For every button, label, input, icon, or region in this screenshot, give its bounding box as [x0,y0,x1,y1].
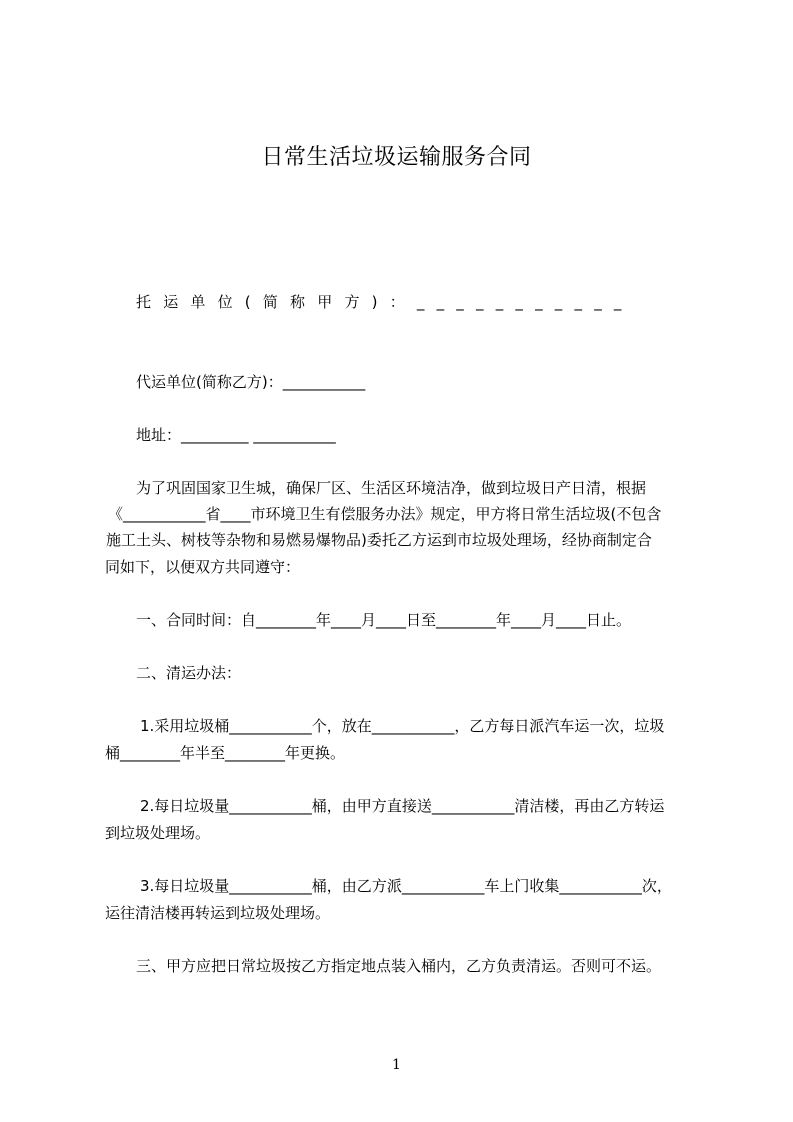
document-title: 日常生活垃圾运输服务合同 [261,145,532,170]
item-1-line-1: 1.采用垃圾桶___________个，放在___________，乙方每日派汽车运一次，垃圾 [140,717,665,735]
item-3-line-2: 运往清洁楼再转运到垃圾处理场。 [105,904,331,922]
item-2-line-1: 2.每日垃圾量___________桶，由甲方直接送___________清洁楼，再由乙方转运 [140,797,665,815]
party-b-line: 代运单位(简称乙方)：___________ [136,373,366,391]
preamble-line-4: 同如下，以便双方共同遵守： [105,558,301,576]
party-a-line: 托运单位(简称甲方)：___________ [136,293,634,311]
item-1-line-2: 桶________年半至________年更换。 [105,744,346,762]
item-3-line-1: 3.每日垃圾量___________桶，由乙方派___________车上门收集___________次， [140,877,672,895]
clause-2-heading: 二、清运办法： [136,664,242,682]
address-line: 地址：_________ ___________ [136,426,336,444]
clause-3: 三、甲方应把日常垃圾按乙方指定地点装入桶内，乙方负责清运。否则可不运。 [136,957,662,975]
item-2-line-2: 到垃圾处理场。 [105,824,211,842]
preamble-line-2: 《___________省____市环境卫生有偿服务办法》规定，甲方将日常生活垃圾(不包含 [108,505,662,523]
clause-1-contract-period: 一、合同时间：自________年____月____日至________年____月____日止。 [136,611,632,629]
preamble-line-3: 施工土头、树枝等杂物和易燃易爆物品)委托乙方运到市垃圾处理场，经协商制定合 [106,531,652,549]
preamble-line-1: 为了巩固国家卫生城，确保厂区、生活区环境洁净，做到垃圾日产日清，根据 [136,479,647,497]
page-number: 1 [392,1057,401,1073]
